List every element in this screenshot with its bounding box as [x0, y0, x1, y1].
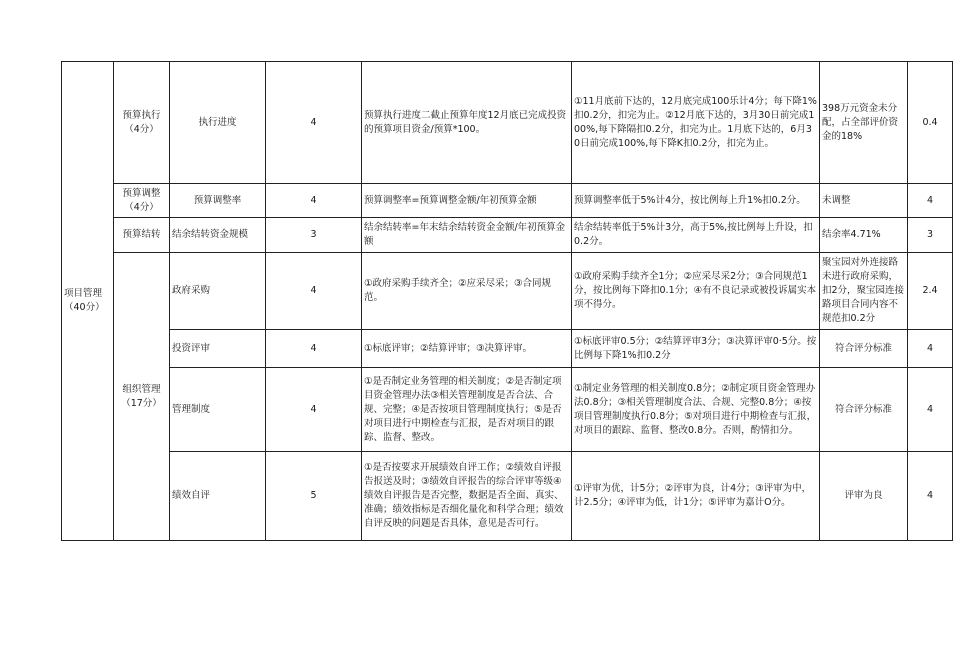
table-row [62, 253, 953, 330]
evaluation-cell: 符合评分标准 [820, 368, 908, 452]
level2-cell: 预算结转 [114, 218, 170, 253]
evaluation-cell: 聚宝园对外连接路未进行政府采购，扣2分，聚宝园连接路项目合同内容不规范扣0.2分 [820, 253, 908, 330]
definition-cell: 预算调整率=预算调整金额/年初预算金额 [362, 184, 572, 218]
weight-cell: 4 [266, 184, 362, 218]
score-cell: 4 [908, 330, 953, 368]
weight-cell: 4 [266, 368, 362, 452]
definition-cell: ①是否制定业务管理的相关制度；②是否制定项目资金管理办法③相关管理制度是否合法、合规、完整；④是否按项目管理制度执行；⑤是否对项目进行中期检查与汇报，是否对项目的跟踪、监督、整改。 [362, 368, 572, 452]
evaluation-table [61, 61, 953, 541]
evaluation-cell: 398万元资金未分配，占全部评价资金的18% [820, 62, 908, 184]
indicator-cell: 执行进度 [170, 62, 266, 184]
criteria-cell: 预算调整率低于5%计4分，按比例每上升1%扣0.2分。 [572, 184, 820, 218]
weight-cell: 4 [266, 62, 362, 184]
table-row [62, 330, 953, 368]
score-cell: 4 [908, 368, 953, 452]
definition-cell: ①标底评审；②结算评审；③决算评审。 [362, 330, 572, 368]
evaluation-cell: 未调整 [820, 184, 908, 218]
table-row [62, 184, 953, 218]
indicator-cell: 结余结转资金规模 [170, 218, 266, 253]
definition-cell: 结余结转率=年末结余结转资金金额/年初预算金额 [362, 218, 572, 253]
indicator-cell: 预算调整率 [170, 184, 266, 218]
indicator-cell: 绩效自评 [170, 452, 266, 541]
level1-cell: 项目管理（40分） [62, 62, 114, 541]
criteria-cell: ①11月底前下达的，12月底完成100乐计4分；每下降1%扣0.2分，扣完为止。②12月底下达的，3月30日前完成100%,每下降隔扣0.2分，扣完为止。1月底下达的，6月30日前完成100%,每下降K扣0.2分，扣完为止。 [572, 62, 820, 184]
criteria-cell: ①评审为优，计5分；②评审为良，计4分；③评审为中，计2.5分；④评审为低，计1分；⑤评审为嘉计O分。 [572, 452, 820, 541]
score-cell: 4 [908, 184, 953, 218]
score-cell: 2.4 [908, 253, 953, 330]
score-cell: 3 [908, 218, 953, 253]
criteria-cell: 结余结转率低于5%计3分，高于5%,按比例每上升设，扣0.2分。 [572, 218, 820, 253]
weight-cell: 5 [266, 452, 362, 541]
criteria-cell: ①标底评审0.5分；②结算评审3分；③决算评审0·5分。按比例每下降1%扣0.2分 [572, 330, 820, 368]
table-row [62, 368, 953, 452]
score-cell: 0.4 [908, 62, 953, 184]
level2-cell: 预算执行（4分） [114, 62, 170, 184]
table-row [62, 452, 953, 541]
evaluation-cell: 评审为良 [820, 452, 908, 541]
weight-cell: 3 [266, 218, 362, 253]
indicator-cell: 投资评审 [170, 330, 266, 368]
weight-cell: 4 [266, 253, 362, 330]
table-row [62, 218, 953, 253]
weight-cell: 4 [266, 330, 362, 368]
evaluation-cell: 符合评分标准 [820, 330, 908, 368]
indicator-cell: 管理制度 [170, 368, 266, 452]
criteria-cell: ①制定业务管理的相关制度0.8分；②制定项目资金管理办法0.8分；③相关管理制度合法、合规、完整0.8分；④按项目管理制度执行0.8分；⑤对项目进行中期检查与汇报，对项目的跟踪、监督、整改0.8分。否则，酌情扣分。 [572, 368, 820, 452]
score-cell: 4 [908, 452, 953, 541]
indicator-cell: 政府采购 [170, 253, 266, 330]
definition-cell: ①政府采购手续齐全；②应采尽采；③合同规范。 [362, 253, 572, 330]
definition-cell: 预算执行进度二截止预算年度12月底已完成投资的预算项目资金/预算*100。 [362, 62, 572, 184]
level2-cell: 组织管理（17分） [114, 253, 170, 541]
table-row [62, 62, 953, 184]
criteria-cell: ①政府采购手续齐全1分；②应采尽采2分；③合同规范1分，按比例每下降扣0.1分；④有不良记录或被投诉属实本项不得分。 [572, 253, 820, 330]
level2-cell: 预算调整（4分） [114, 184, 170, 218]
definition-cell: ①是否按要求开展绩效自评工作；②绩效自评报告报送及时；③绩效自评报告的综合评审等级④绩效自评报告是否完整，数据是否全面、真实、准确；绩效指标是否细化量化和科学合理；绩效自评反映的问题是否具体，意见是否可行。 [362, 452, 572, 541]
evaluation-cell: 结余率4.71% [820, 218, 908, 253]
